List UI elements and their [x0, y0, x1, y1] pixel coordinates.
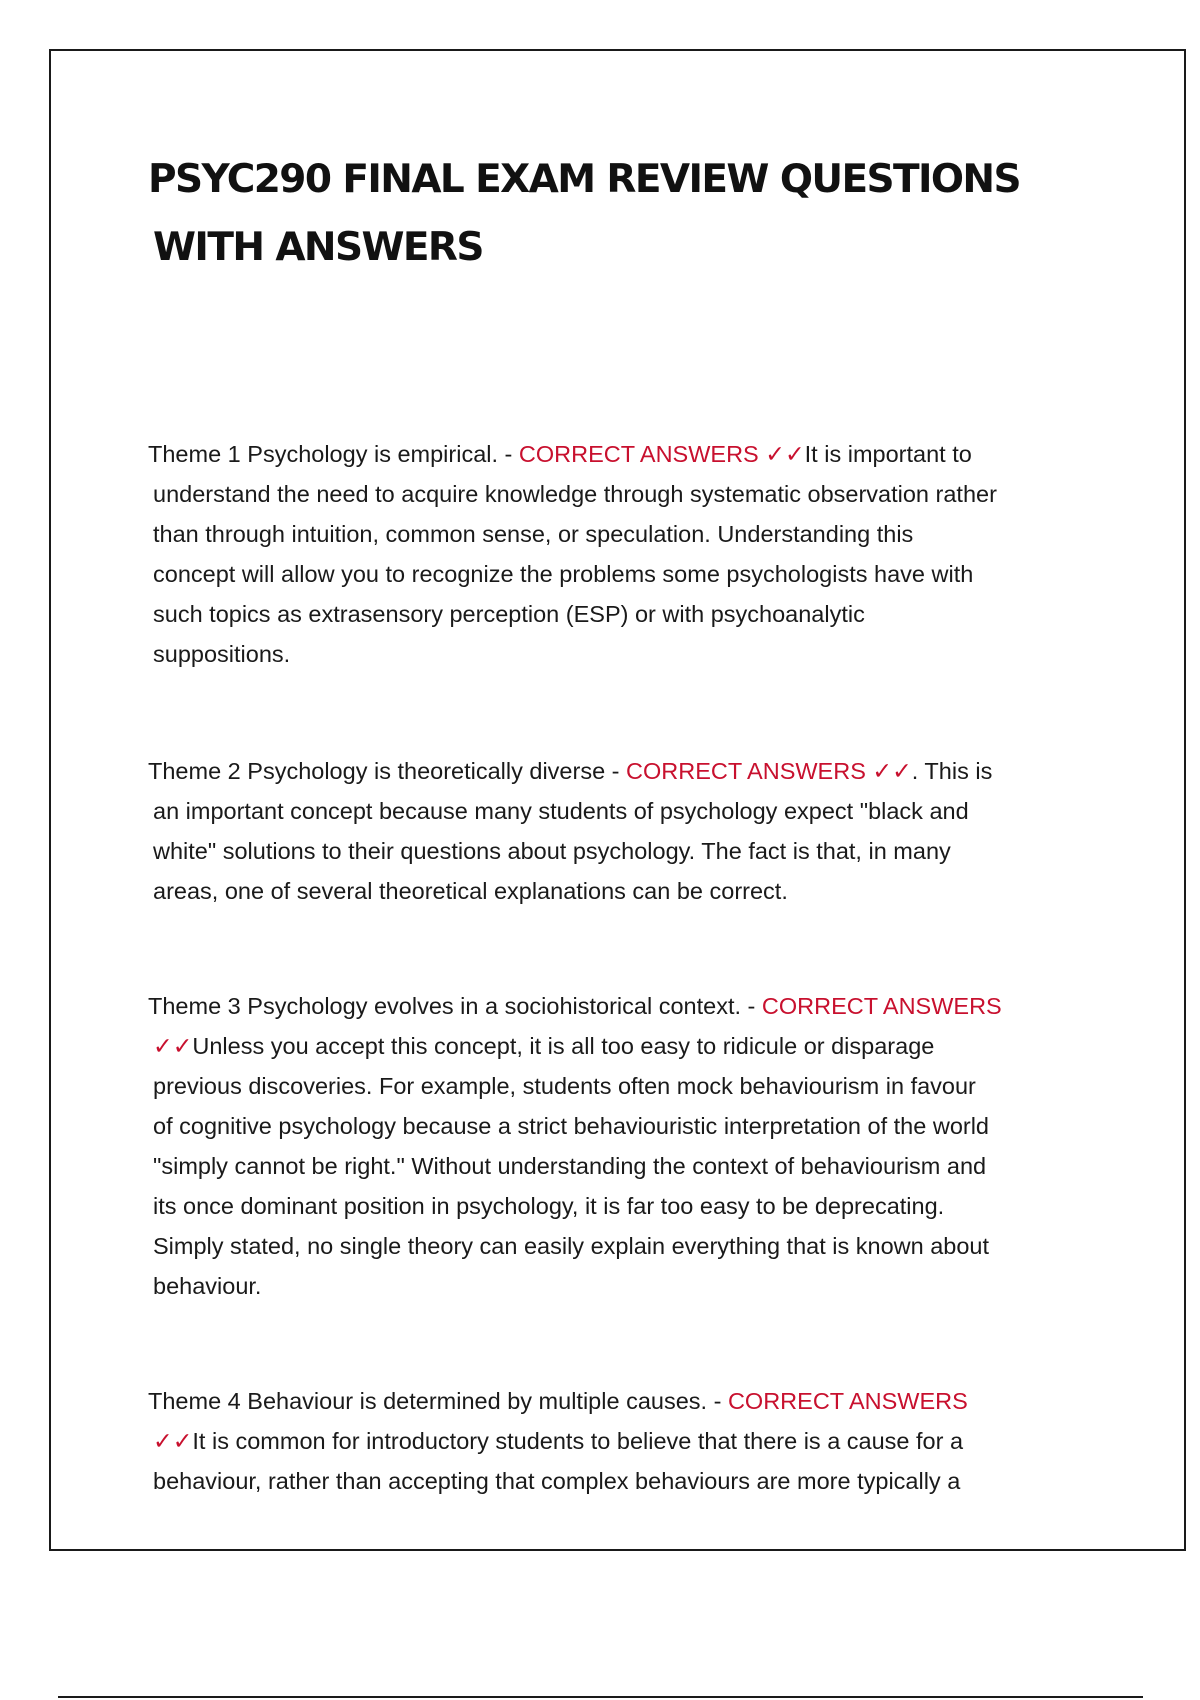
answer-first-line [148, 1026, 1138, 1066]
answer-line: than through intuition, common sense, or speculation. Understanding this [153, 521, 914, 547]
double-check-icon: ✓✓ [153, 1032, 193, 1060]
answer-start: Unless you accept this concept, it is all too easy to ridicule or disparage [192, 1033, 935, 1059]
correct-answers-label: CORRECT ANSWERS [761, 993, 1002, 1019]
correct-answers-label: CORRECT ANSWERS [727, 1388, 968, 1414]
answer-line: behaviour. [153, 1273, 262, 1299]
double-check-icon: ✓✓ [153, 1427, 193, 1455]
title-line-2: WITH ANSWERS [153, 225, 483, 270]
answer-line: understand the need to acquire knowledge through systematic observation rather [153, 481, 997, 507]
question-line [148, 434, 1138, 474]
answer-line: its once dominant position in psychology, it is far too easy to be deprecating. [153, 1193, 945, 1219]
answer-line: concept will allow you to recognize the problems some psychologists have with [153, 561, 974, 587]
qa-item-1 [148, 434, 1138, 674]
answer-line: such topics as extrasensory perception (ESP) or with psychoanalytic [153, 601, 865, 627]
answer-line: of cognitive psychology because a strict behaviouristic interpretation of the world [153, 1113, 990, 1139]
question-line [148, 1381, 1138, 1421]
question-line [148, 986, 1138, 1026]
double-check-icon: ✓✓ [872, 757, 912, 785]
qa-item-3 [148, 986, 1138, 1306]
answer-line: an important concept because many students of psychology expect "black and [153, 798, 969, 824]
double-check-icon: ✓✓ [765, 440, 805, 468]
next-page-edge [58, 1696, 1143, 1698]
answer-line: white" solutions to their questions about psychology. The fact is that, in many [153, 838, 951, 864]
question-text: Theme 4 Behaviour is determined by multiple causes. - [148, 1388, 728, 1414]
answer-start: It is important to [804, 441, 972, 467]
correct-answers-label: CORRECT ANSWERS [518, 441, 759, 467]
answer-line: behaviour, rather than accepting that complex behaviours are more typically a [153, 1468, 961, 1494]
correct-answers-label: CORRECT ANSWERS [626, 758, 866, 784]
answer-line: Simply stated, no single theory can easily explain everything that is known about [153, 1233, 990, 1259]
qa-item-2 [148, 751, 1138, 911]
answer-line: suppositions. [153, 641, 291, 667]
answer-line: "simply cannot be right." Without understanding the context of behaviourism and [153, 1153, 987, 1179]
answer-line: areas, one of several theoretical explanations can be correct. [153, 878, 788, 904]
qa-item-4 [148, 1381, 1138, 1501]
question-text: Theme 3 Psychology evolves in a sociohistorical context. - [148, 993, 762, 1019]
answer-start: It is common for introductory students to believe that there is a cause for a [192, 1428, 964, 1454]
page-frame [49, 49, 1186, 1551]
question-line [148, 751, 1138, 791]
question-text: Theme 2 Psychology is theoretically diverse - [148, 758, 627, 784]
title-line-1: PSYC290 FINAL EXAM REVIEW QUESTIONS [148, 157, 1020, 202]
answer-first-line [148, 1421, 1138, 1461]
document-title [148, 146, 1048, 282]
question-text: Theme 1 Psychology is empirical. - [148, 441, 519, 467]
answer-line: previous discoveries. For example, students often mock behaviourism in favour [153, 1073, 976, 1099]
answer-start: . This is [911, 758, 993, 784]
